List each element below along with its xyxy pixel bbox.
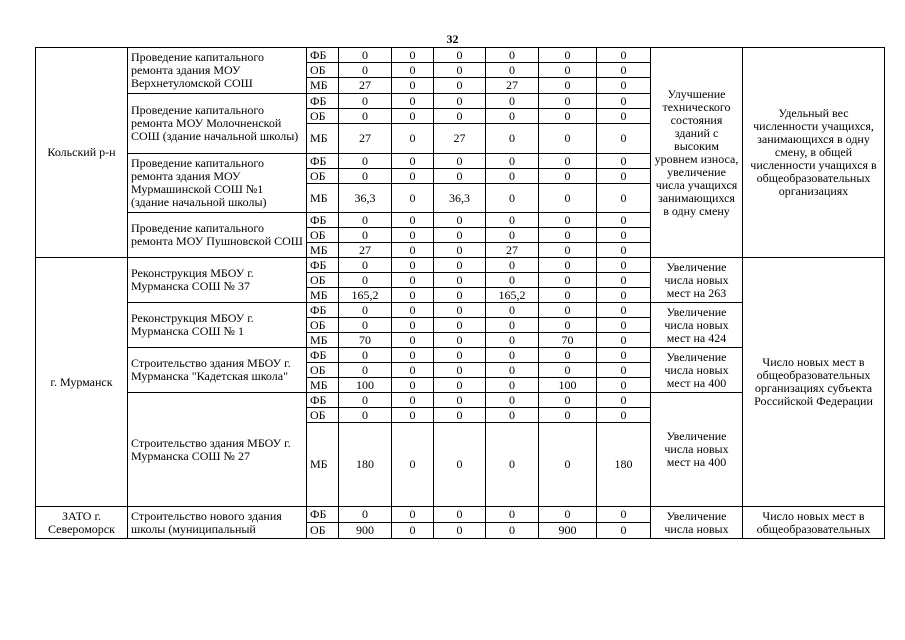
value-cell: 0 [486,523,539,539]
value-cell: 0 [539,184,597,213]
funding-code: ОБ [307,273,339,288]
value-cell: 0 [339,348,392,363]
result-cell: Увеличение числа новых [651,507,743,539]
value-cell: 0 [392,48,434,63]
project-name: Строительство здания МБОУ г. Мурманска "Кадетская школа" [128,348,307,393]
funding-code: ФБ [307,393,339,408]
value-cell: 0 [539,243,597,258]
value-cell: 0 [486,378,539,393]
value-cell: 27 [339,243,392,258]
value-cell: 0 [486,273,539,288]
funding-code: ФБ [307,258,339,273]
funding-code: ОБ [307,318,339,333]
value-cell: 0 [392,154,434,169]
value-cell: 0 [486,184,539,213]
value-cell: 0 [339,154,392,169]
value-cell: 0 [339,273,392,288]
value-cell: 0 [339,109,392,124]
value-cell: 0 [392,109,434,124]
value-cell: 0 [597,63,651,78]
funding-code: ФБ [307,94,339,109]
table-body [36,48,885,539]
result-cell: Увеличение числа новых мест на 400 [651,348,743,393]
funding-code: МБ [307,184,339,213]
value-cell: 0 [597,303,651,318]
value-cell: 0 [339,169,392,184]
value-cell: 0 [597,48,651,63]
value-cell: 0 [434,94,486,109]
value-cell: 0 [339,94,392,109]
value-cell: 0 [539,63,597,78]
project-name: Проведение капитального ремонта МОУ Пушновской СОШ [128,213,307,258]
value-cell: 36,3 [339,184,392,213]
value-cell: 0 [434,348,486,363]
value-cell: 0 [392,363,434,378]
value-cell: 0 [434,63,486,78]
value-cell: 0 [434,333,486,348]
result-cell: Увеличение числа новых мест на 424 [651,303,743,348]
value-cell: 0 [539,109,597,124]
value-cell: 0 [434,423,486,507]
value-cell: 0 [392,243,434,258]
value-cell: 0 [539,423,597,507]
value-cell: 0 [434,408,486,423]
value-cell: 0 [339,408,392,423]
value-cell: 0 [434,288,486,303]
funding-code: ОБ [307,63,339,78]
funding-code: ФБ [307,303,339,318]
value-cell: 0 [597,393,651,408]
value-cell: 0 [486,124,539,154]
value-cell: 0 [597,124,651,154]
funding-code: МБ [307,378,339,393]
value-cell: 70 [539,333,597,348]
value-cell: 100 [339,378,392,393]
value-cell: 0 [486,228,539,243]
value-cell: 180 [597,423,651,507]
value-cell: 0 [392,393,434,408]
funding-code: ФБ [307,507,339,523]
value-cell: 27 [339,124,392,154]
value-cell: 0 [539,348,597,363]
value-cell: 0 [539,507,597,523]
value-cell: 0 [539,303,597,318]
value-cell: 900 [539,523,597,539]
value-cell: 0 [486,169,539,184]
value-cell: 0 [392,318,434,333]
funding-code: ОБ [307,523,339,539]
value-cell: 0 [392,94,434,109]
value-cell: 0 [392,348,434,363]
value-cell: 0 [597,228,651,243]
funding-code: МБ [307,124,339,154]
value-cell: 0 [597,507,651,523]
value-cell: 180 [339,423,392,507]
funding-code: МБ [307,423,339,507]
value-cell: 0 [486,318,539,333]
value-cell: 0 [486,94,539,109]
value-cell: 0 [339,48,392,63]
value-cell: 0 [434,507,486,523]
funding-code: МБ [307,288,339,303]
value-cell: 0 [392,333,434,348]
result-cell: Увеличение числа новых мест на 400 [651,393,743,507]
value-cell: 27 [434,124,486,154]
value-cell: 0 [539,363,597,378]
value-cell: 0 [539,318,597,333]
page-number: 32 [446,32,459,46]
value-cell: 0 [486,393,539,408]
value-cell: 0 [434,273,486,288]
value-cell: 0 [597,273,651,288]
project-name: Проведение капитального ремонта МОУ Молочненской СОШ (здание начальной школы) [128,94,307,154]
value-cell: 0 [539,169,597,184]
value-cell: 0 [392,124,434,154]
value-cell: 0 [486,213,539,228]
value-cell: 0 [597,288,651,303]
value-cell: 0 [434,154,486,169]
value-cell: 0 [597,523,651,539]
region-cell: ЗАТО г. Североморск [36,507,128,539]
value-cell: 0 [392,184,434,213]
value-cell: 0 [434,318,486,333]
value-cell: 0 [392,423,434,507]
value-cell: 0 [392,228,434,243]
value-cell: 165,2 [339,288,392,303]
indicator-cell: Число новых мест в общеобразовательных [743,507,885,539]
value-cell: 0 [597,94,651,109]
project-name: Проведение капитального ремонта здания МОУ Верхнетуломской СОШ [128,48,307,94]
funding-code: ОБ [307,228,339,243]
funding-code: ОБ [307,109,339,124]
funding-code: ОБ [307,363,339,378]
value-cell: 0 [392,303,434,318]
funding-code: ОБ [307,169,339,184]
value-cell: 0 [597,258,651,273]
value-cell: 0 [539,228,597,243]
value-cell: 0 [597,154,651,169]
value-cell: 0 [434,228,486,243]
value-cell: 0 [597,184,651,213]
value-cell: 0 [339,507,392,523]
region-cell: Кольский р-н [36,48,128,258]
value-cell: 0 [486,63,539,78]
value-cell: 0 [539,154,597,169]
value-cell: 0 [486,48,539,63]
value-cell: 0 [539,78,597,94]
value-cell: 0 [539,288,597,303]
value-cell: 0 [597,109,651,124]
value-cell: 100 [539,378,597,393]
value-cell: 0 [434,363,486,378]
value-cell: 0 [392,523,434,539]
value-cell: 900 [339,523,392,539]
funding-code: ФБ [307,348,339,363]
funding-code: ФБ [307,48,339,63]
value-cell: 0 [392,78,434,94]
value-cell: 0 [486,423,539,507]
value-cell: 0 [392,273,434,288]
value-cell: 0 [434,213,486,228]
value-cell: 70 [339,333,392,348]
value-cell: 0 [392,213,434,228]
value-cell: 0 [392,378,434,393]
value-cell: 0 [486,507,539,523]
project-name: Проведение капитального ремонта здания МОУ Мурмашинской СОШ №1 (здание начальной школы) [128,154,307,213]
indicator-cell: Удельный вес численности учащихся, занимающихся в одну смену, в общей численности учащихся в общеобразовательных организациях [743,48,885,258]
value-cell: 0 [486,154,539,169]
value-cell: 27 [339,78,392,94]
value-cell: 0 [434,48,486,63]
value-cell: 0 [539,273,597,288]
table-row [36,258,885,273]
project-name: Реконструкция МБОУ г. Мурманска СОШ № 37 [128,258,307,303]
value-cell: 0 [339,363,392,378]
indicator-cell: Число новых мест в общеобразовательных организациях субъекта Российской Федерации [743,258,885,507]
table-row [36,507,885,523]
value-cell: 0 [434,169,486,184]
value-cell: 0 [597,243,651,258]
program-table [35,47,885,539]
value-cell: 0 [434,78,486,94]
funding-code: МБ [307,78,339,94]
value-cell: 0 [392,169,434,184]
value-cell: 0 [339,318,392,333]
value-cell: 0 [597,378,651,393]
value-cell: 0 [486,303,539,318]
value-cell: 0 [597,408,651,423]
region-cell: г. Мурманск [36,258,128,507]
table-row [36,48,885,63]
value-cell: 0 [434,258,486,273]
funding-code: ФБ [307,154,339,169]
value-cell: 0 [539,48,597,63]
value-cell: 0 [392,507,434,523]
value-cell: 0 [539,124,597,154]
value-cell: 0 [597,78,651,94]
value-cell: 0 [392,258,434,273]
value-cell: 0 [539,393,597,408]
value-cell: 0 [539,258,597,273]
funding-code: ОБ [307,408,339,423]
value-cell: 27 [486,243,539,258]
value-cell: 27 [486,78,539,94]
value-cell: 0 [486,363,539,378]
value-cell: 0 [434,109,486,124]
value-cell: 0 [434,303,486,318]
value-cell: 0 [434,243,486,258]
value-cell: 0 [434,393,486,408]
value-cell: 165,2 [486,288,539,303]
value-cell: 0 [597,169,651,184]
project-name: Реконструкция МБОУ г. Мурманска СОШ № 1 [128,303,307,348]
value-cell: 0 [434,378,486,393]
value-cell: 0 [539,213,597,228]
value-cell: 0 [597,213,651,228]
value-cell: 0 [597,363,651,378]
value-cell: 0 [339,213,392,228]
value-cell: 0 [539,94,597,109]
funding-code: ФБ [307,213,339,228]
value-cell: 0 [339,393,392,408]
funding-code: МБ [307,333,339,348]
value-cell: 0 [539,408,597,423]
value-cell: 0 [339,258,392,273]
value-cell: 0 [486,333,539,348]
value-cell: 0 [434,523,486,539]
funding-code: МБ [307,243,339,258]
value-cell: 0 [597,318,651,333]
value-cell: 36,3 [434,184,486,213]
project-name: Строительство здания МБОУ г. Мурманска СОШ № 27 [128,393,307,507]
value-cell: 0 [339,228,392,243]
result-cell: Увеличение числа новых мест на 263 [651,258,743,303]
value-cell: 0 [486,258,539,273]
value-cell: 0 [486,348,539,363]
value-cell: 0 [486,408,539,423]
value-cell: 0 [486,109,539,124]
result-cell: Улучшение технического состояния зданий с высоким уровнем износа, увеличение числа учащихся занимающихся в одну смену [651,48,743,258]
value-cell: 0 [597,333,651,348]
value-cell: 0 [392,63,434,78]
project-name: Строительство нового здания школы (муниципальный [128,507,307,539]
value-cell: 0 [392,408,434,423]
value-cell: 0 [339,303,392,318]
value-cell: 0 [392,288,434,303]
value-cell: 0 [339,63,392,78]
value-cell: 0 [597,348,651,363]
